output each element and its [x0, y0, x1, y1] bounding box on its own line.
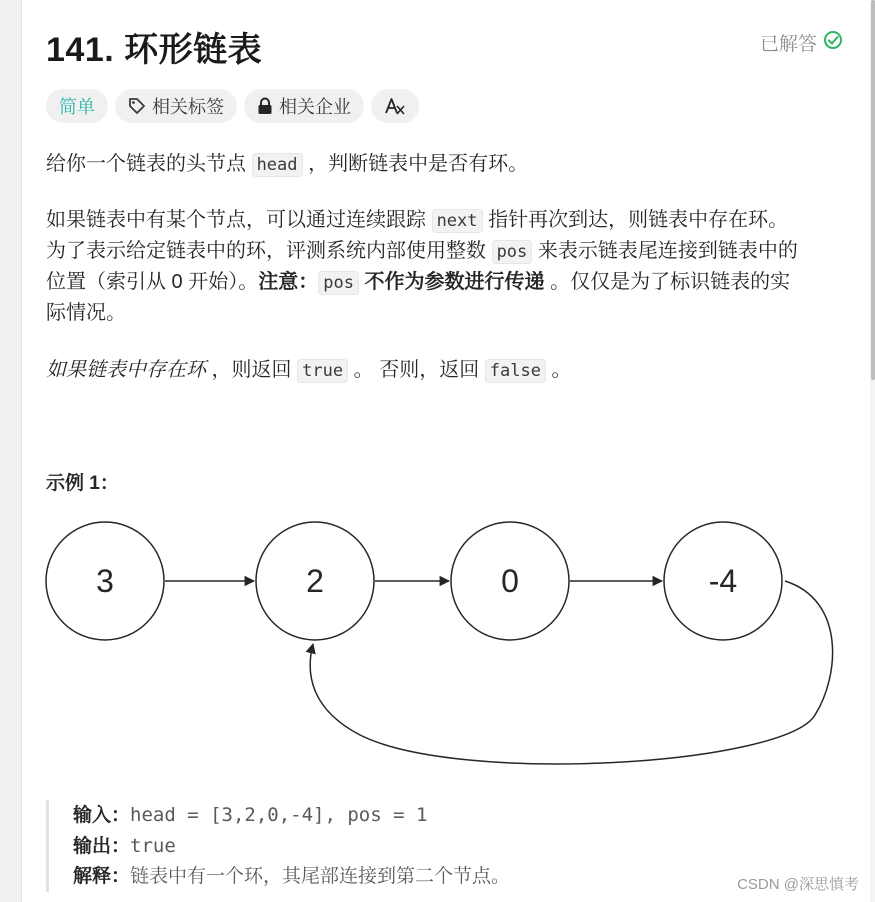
example-io-block: [46, 800, 510, 892]
output-label: 输出：: [73, 836, 131, 857]
tag-bar: [46, 89, 419, 123]
explain-value: 链表中有一个环，其尾部连接到第二个节点。: [130, 866, 511, 887]
code-true: true: [297, 359, 348, 383]
explain-label: 解释：: [73, 866, 131, 887]
description-p2-line1: 如果链表中有某个节点，可以通过连续跟踪 next 指针再次到达，则链表中存在环。: [46, 209, 789, 231]
note-label: 注意：: [258, 271, 319, 293]
related-tags-button[interactable]: [115, 89, 237, 123]
description-p2-line4: 际情况。: [46, 302, 126, 324]
scrollbar-track[interactable]: [870, 0, 875, 902]
translate-icon: [384, 96, 406, 116]
related-companies-button[interactable]: [244, 89, 364, 123]
node-label-1: 2: [306, 563, 324, 599]
input-value: head = [3,2,0,-4], pos = 1: [130, 804, 428, 826]
check-circle-icon: [823, 30, 843, 56]
watermark: CSDN @深思慎考: [737, 876, 859, 893]
node-label-0: 3: [96, 563, 114, 599]
note-text: 不作为参数进行传递: [358, 271, 545, 293]
related-companies-label: 相关企业: [279, 97, 351, 117]
description-p2-line3: 位置（索引从 0 开始）。注意： pos 不作为参数进行传递 。仅仅是为了标识链表的实: [46, 271, 791, 293]
code-head: head: [252, 153, 303, 177]
node-label-3: -4: [708, 563, 738, 599]
lock-icon: [257, 97, 273, 115]
example-input-row: [73, 800, 510, 831]
example-output-row: [73, 831, 510, 862]
scrollbar-thumb[interactable]: [871, 0, 875, 380]
code-pos: pos: [492, 240, 533, 264]
output-value: true: [130, 835, 176, 857]
example-explain-row: [73, 862, 510, 892]
solved-label: 已解答: [759, 34, 817, 55]
code-false: false: [485, 359, 546, 383]
left-panel-edge: [0, 0, 22, 902]
description-p2-line2: 为了表示给定链表中的环，评测系统内部使用整数 pos 来表示链表尾连接到链表中的: [46, 240, 798, 262]
translate-button[interactable]: [371, 89, 419, 123]
code-pos-note: pos: [318, 271, 359, 295]
description-p3: 如果链表中存在环 ，则返回 true 。 否则，返回 false 。: [46, 359, 572, 381]
code-next: next: [432, 209, 483, 233]
difficulty-badge[interactable]: [46, 89, 108, 123]
linked-list-diagram: [40, 515, 840, 777]
tag-icon: [128, 97, 146, 115]
solved-status: [760, 29, 843, 56]
difficulty-label: 简单: [59, 97, 95, 117]
input-label: 输入：: [73, 805, 131, 826]
related-tags-label: 相关标签: [152, 97, 224, 117]
node-label-2: 0: [501, 563, 519, 599]
description-p1: 给你一个链表的头节点 head ，判断链表中是否有环。: [46, 153, 529, 175]
problem-title: 141. 环形链表: [46, 31, 263, 69]
example-title: 示例 1：: [46, 473, 119, 494]
